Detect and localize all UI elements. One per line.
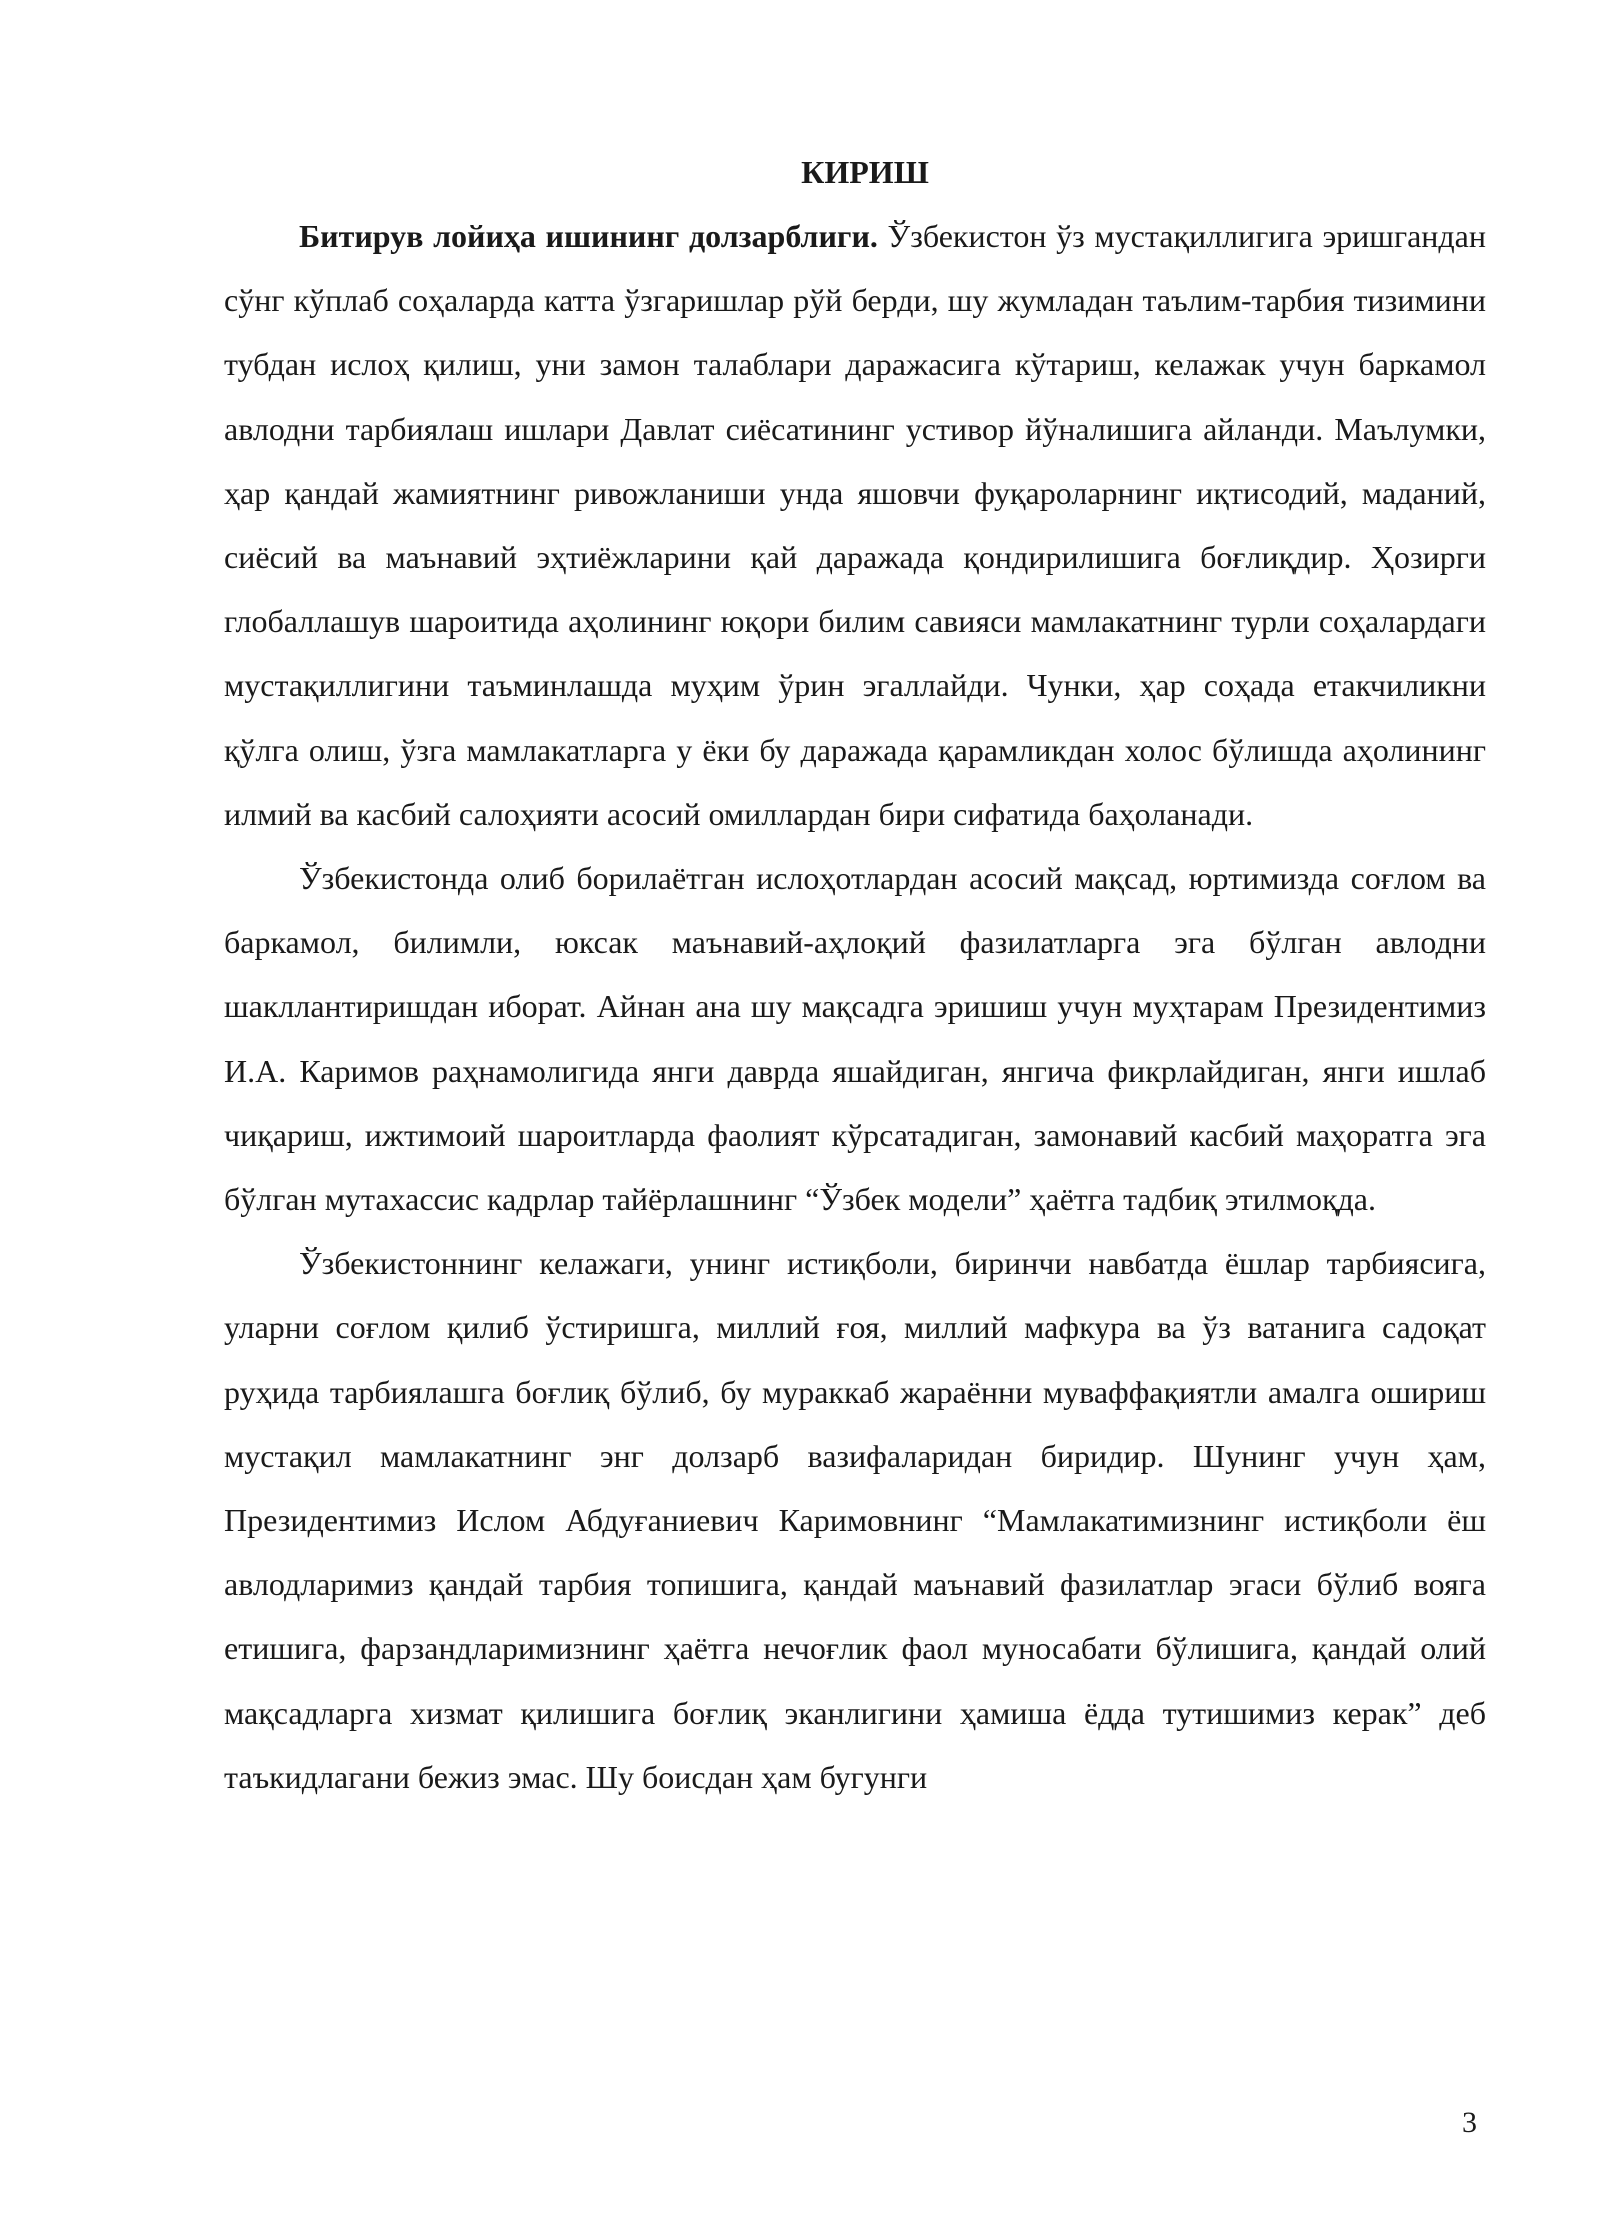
section-title: КИРИШ xyxy=(801,154,929,190)
paragraph-text: Ўзбекистон ўз мустақиллигига эришгандан сўнг кўплаб соҳаларда катта ўзгаришлар рўй берди, шу жумладан таълим-тарбия тизимини тубдан ислоҳ қилиш, уни замон талаблари даражасига кўтариш, келажак учун баркамол авлодни тарбиялаш ишлари Давлат сиёсатининг устивор йўналишига айланди. Маълумки, ҳар қандай жамиятнинг ривожланиши унда яшовчи фуқароларнинг иқтисодий, маданий, сиёсий ва маънавий эҳтиёжларини қай даражада қондирилишига боғлиқдир. Ҳозирги глобаллашув шароитида аҳолининг юқори билим савияси мамлакатнинг турли соҳалардаги мустақиллигини таъминлашда муҳим ўрин эгаллайди. Чунки, ҳар соҳада етакчиликни қўлга олиш, ўзга мамлакатларга у ёки бу даражада қарамликдан холос бўлишда аҳолининг илмий ва касбий салоҳияти асосий омиллардан бири сифатида баҳоланади. xyxy=(224,218,1487,832)
paragraph-text: Ўзбекистонда олиб борилаётган ислоҳотлардан асосий мақсад, юртимизда соғлом ва баркамол, билимли, юксак маънавий-аҳлоқий фазилатларга эга бўлган авлодни шакллантиришдан иборат. Айнан ана шу мақсадга эришиш учун муҳтарам Президентимиз И.А. Каримов раҳнамолигида янги даврда яшайдиган, янгича фикрлайдиган, янги ишлаб чиқариш, ижтимоий шароитларда фаолият кўрсатадиган, замонавий касбий маҳоратга эга бўлган мутахассис кадрлар тайёрлашнинг “Ўзбек модели” ҳаётга тадбиқ этилмоқда. xyxy=(224,860,1486,1218)
paragraph-text: Ўзбекистоннинг келажаги, унинг истиқболи, биринчи навбатда ёшлар тарбиясига, уларни соғлом қилиб ўстиришга, миллий ғоя, миллий мафкура ва ўз ватанига садоқат руҳида тарбиялашга боғлиқ бўлиб, бу мураккаб жараённи муваффақиятли амалга ошириш мустақил мамлакатнинг энг долзарб вазифаларидан биридир. Шунинг учун ҳам, Президентимиз Ислом Абдуғаниевич Каримовнинг “Мамлакатимизнинг истиқболи ёш авлодларимиз қандай тарбия топишига, қандай маънавий фазилатлар эгаси бўлиб вояга етишига, фарзандларимизнинг ҳаётга нечоғлик фаол муносабати бўлишига, қандай олий мақсадларга хизмат қилишига боғлиқ эканлигини ҳамиша ёдда тутишимиз керак” деб таъкидлагани бежиз эмас. Шу боисдан ҳам бугунги xyxy=(224,1245,1486,1795)
paragraph-reforms xyxy=(224,846,1486,1231)
paragraph-lead-bold: Битирув лойиҳа ишининг долзарблиги. xyxy=(299,218,878,254)
paragraph-future xyxy=(224,1231,1486,1809)
document-page xyxy=(224,140,1486,1809)
paragraph-relevance xyxy=(224,204,1486,846)
page-number: 3 xyxy=(1462,2106,1477,2139)
